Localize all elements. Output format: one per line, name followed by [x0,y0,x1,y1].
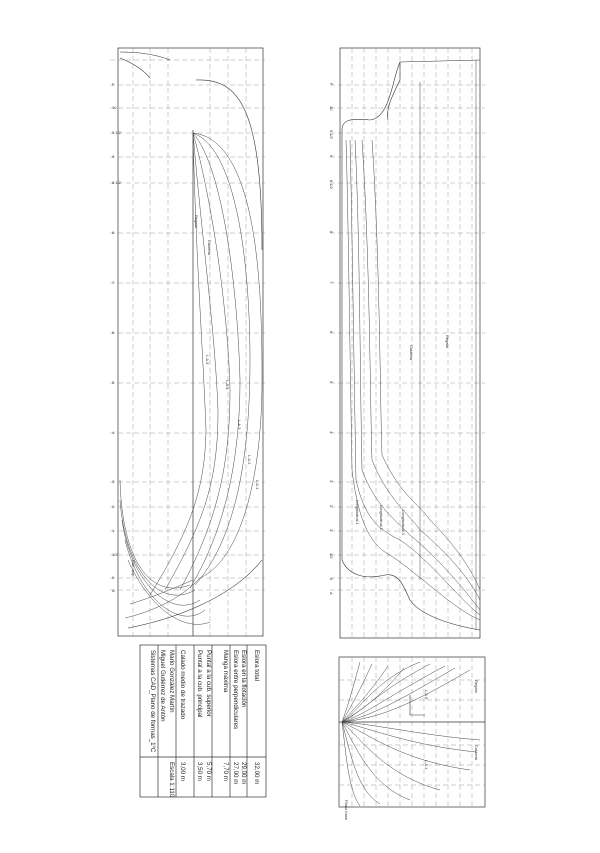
half-breadth-plan [110,48,265,636]
profile-station-label: 1 [329,529,334,532]
author-name: Mario González Martín [168,650,175,713]
profile-station-label: F [329,83,334,86]
profile-station-label: 3 [329,480,334,483]
spec-label: Calado medio de trazado [179,650,186,720]
profile-curve-label: Longitudinal 3 [401,510,406,535]
hb-curve-label: L.A.1 [255,480,260,490]
drawing-title: Sistemas CAD_Plano de formas_1ºC [149,650,156,753]
profile-curve-label: Longitudinal 2 [379,505,384,530]
spec-label: Manga máxima [222,650,229,693]
spec-label: Eslora total [253,650,260,681]
profile-station-label: 7 [329,281,334,284]
profile-frame [340,48,480,638]
hb-curve-label: L.A.3 [237,420,242,430]
profile-station-label: 9 1/2 [329,130,334,139]
half-breadth-frame [118,48,263,636]
author-name: Miguel Gutiérrez de Antón [159,650,166,722]
profile-station-label: 9 [329,155,334,158]
spec-value: 3,50 m [196,762,203,781]
hb-curve-label: Regala [194,215,199,228]
bp-label: L.A.1 [424,760,429,770]
drawing-scale: Escala 1:110 [168,762,175,798]
hb-curve-label: Cub. sup. [131,560,136,578]
bp-label: Regala [474,680,479,693]
profile-station-label: 8 1/2 [329,180,334,189]
spec-value: 3,00 m [179,762,186,781]
profile-station-label: 2 [329,505,334,508]
profile-station-label: 4 [329,431,334,434]
title-block [140,645,266,798]
hb-station-label: F [112,82,115,87]
bp-label: Plano base [344,800,349,821]
hb-station-label: 2 [112,504,115,509]
hb-station-label: 4 [112,430,115,435]
profile-station-label: 8 [329,231,334,234]
spec-label: Puntal a la cub. principal [196,650,203,718]
hb-station-label: 1/2 [112,552,118,557]
hb-station-label: 9 [112,154,115,159]
profile-station-label: 10 [329,106,334,111]
profile-station-label: 0 [329,578,334,581]
hb-curve-label: Cubierta [207,240,212,256]
bp-label: Cubierta [474,745,479,761]
spec-label: Puntal a la cub. superior [205,650,212,717]
hb-station-label: 0 [112,575,115,580]
hb-station-label: 10 [112,105,117,110]
hb-station-label: 1 [112,528,115,533]
hb-station-label: 7 [112,280,115,285]
spec-value: 27,00 m [232,762,239,785]
hb-curve-label: L.A.2 [247,455,252,465]
hb-station-label: 8 [112,230,115,235]
hb-station-label: A [112,588,115,593]
spec-value: 7,70 m [222,762,229,781]
hb-station-label: 8 1/2 [112,180,121,185]
body-plan [339,657,485,821]
hb-curve-label: L.A.4 [225,380,230,390]
profile-station-label: A [329,592,334,595]
profile-curve-label: Longitudinal 1 [355,500,360,525]
profile-curve-label: Regala [445,335,450,348]
hb-station-label: 6 [112,330,115,335]
spec-label: Eslora en la flotación [240,650,247,708]
profile-plan [329,48,485,638]
profile-station-label: 1/2 [329,553,334,559]
profile-station-label: 6 [329,331,334,334]
hb-station-label: 5 [112,380,115,385]
profile-station-label: 5 [329,381,334,384]
spec-value: 29,00 m [240,762,247,785]
hb-curve-label: L.A.5 [205,355,210,365]
bp-label: L.A.5 [424,690,429,700]
profile-curve-label: Cubierta [409,345,414,361]
spec-label: Eslora entre perpendiculares [232,650,239,730]
hb-station-label: 9 1/2 [112,130,121,135]
spec-value: 5,70 m [205,762,212,781]
hb-station-label: 3 [112,479,115,484]
spec-value: 32,00 m [253,762,260,785]
